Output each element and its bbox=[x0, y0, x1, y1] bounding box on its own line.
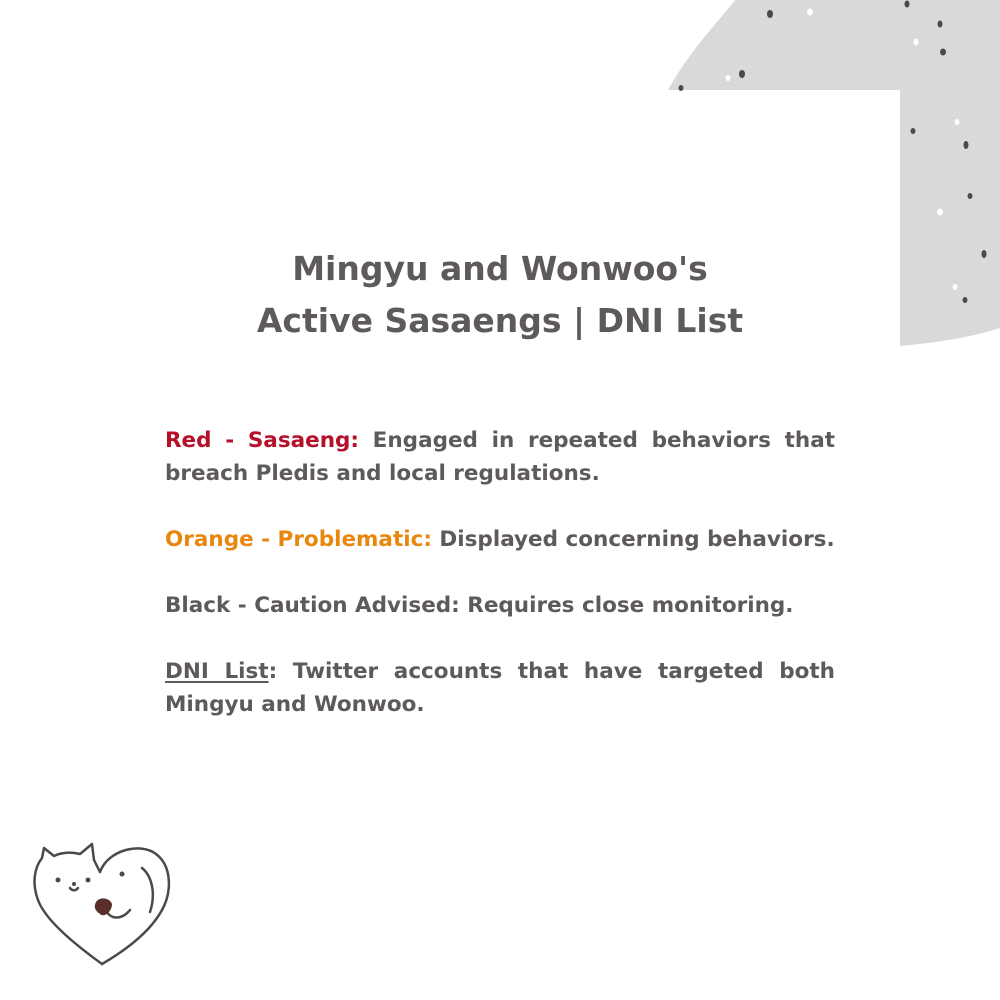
title-line-1: Mingyu and Wonwoo's bbox=[292, 249, 708, 288]
legend-text-red: Engaged in repeated behaviors that breach Pledis and local regulations. bbox=[165, 428, 835, 486]
legend-key-black: Black - Caution Advised: bbox=[165, 593, 460, 618]
cat-and-dog-heart-icon bbox=[30, 840, 175, 970]
page-title bbox=[0, 243, 1000, 347]
legend-entry-red bbox=[165, 424, 835, 490]
legend-text-orange: Displayed concerning behaviors. bbox=[431, 527, 835, 552]
legend-text-dni: : Twitter accounts that have targeted both Mingyu and Wonwoo. bbox=[165, 659, 835, 717]
legend-key-red: Red - Sasaeng: bbox=[165, 428, 359, 453]
title-line-2: Active Sasaengs | DNI List bbox=[256, 301, 744, 340]
legend-key-orange: Orange - Problematic: bbox=[165, 527, 432, 552]
legend-text-black: Requires close monitoring. bbox=[459, 593, 794, 618]
legend-entry-dni bbox=[165, 655, 835, 721]
legend-entry-black bbox=[165, 589, 835, 622]
legend-key-dni: DNI List bbox=[165, 659, 269, 684]
legend-entry-orange bbox=[165, 523, 835, 556]
legend-list bbox=[165, 424, 835, 754]
